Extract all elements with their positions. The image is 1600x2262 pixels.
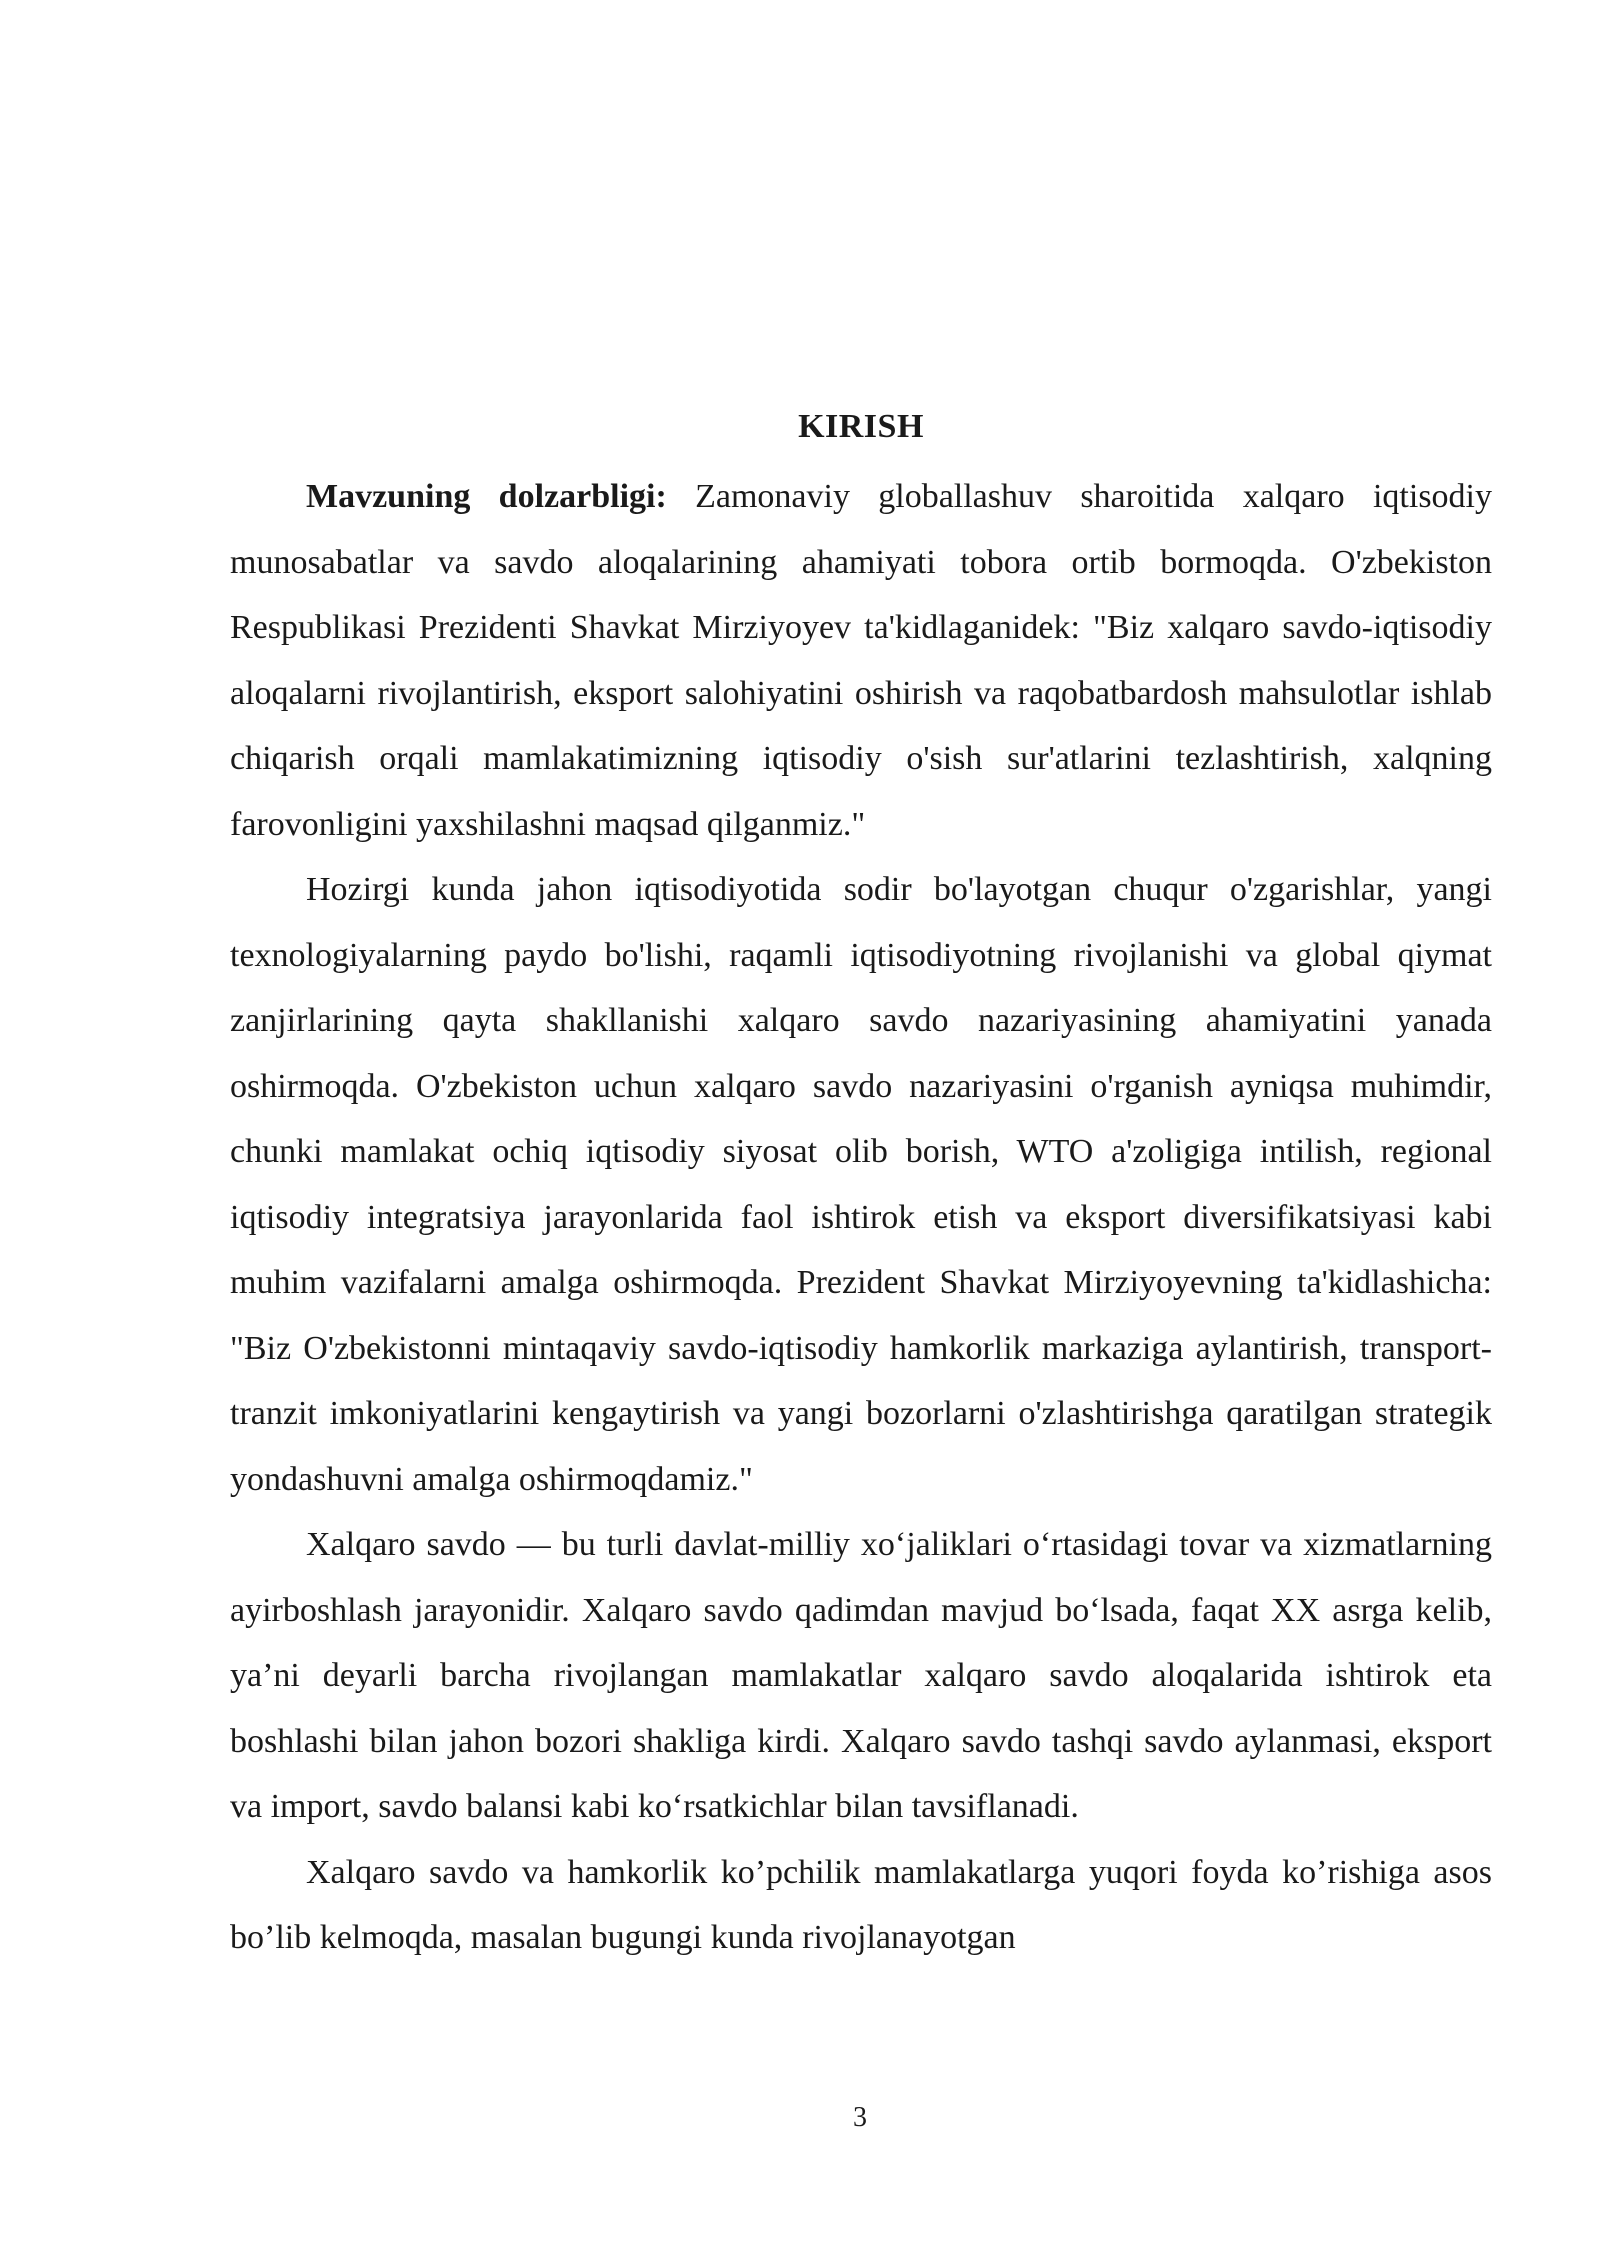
document-page bbox=[230, 400, 1492, 1971]
paragraph-text: Zamonaviy globallashuv sharoitida xalqaro iqtisodiy munosabatlar va savdo aloqalarining ahamiyati tobora ortib bormoqda. O'zbekiston Respublikasi Prezidenti Shavkat Mirziyoyev ta'kidlaganidek: "Biz xalqaro savdo-iqtisodiy aloqalarni rivojlantirish, eksport salohiyatini oshirish va raqobatbardosh mahsulotlar ishlab chiqarish orqali mamlakatimizning iqtisodiy o'sish sur'atlarini tezlashtirish, xalqning farovonligini yaxshilashni maqsad qilganmiz." bbox=[230, 478, 1492, 843]
section-heading: KIRISH bbox=[798, 408, 924, 445]
paragraph-changes: Hozirgi kunda jahon iqtisodiyotida sodir bo'layotgan chuqur o'zgarishlar, yangi texnologiyalarning paydo bo'lishi, raqamli iqtisodiyotning rivojlanishi va global qiymat zanjirlarining qayta shakllanishi xalqaro savdo nazariyasining ahamiyatini yanada oshirmoqda. O'zbekiston uchun xalqaro savdo nazariyasini o'rganish ayniqsa muhimdir, chunki mamlakat ochiq iqtisodiy siyosat olib borish, WTO a'zoligiga intilish, regional iqtisodiy integratsiya jarayonlarida faol ishtirok etish va eksport diversifikatsiyasi kabi muhim vazifalarni amalga oshirmoqda. Prezident Shavkat Mirziyoyevning ta'kidlashicha: "Biz O'zbekistonni mintaqaviy savdo-iqtisodiy hamkorlik markaziga aylantirish, transport-tranzit imkoniyatlarini kengaytirish va yangi bozorlarni o'zlashtirishga qaratilgan strategik yondashuvni amalga oshirmoqdamiz." bbox=[230, 871, 1492, 1498]
paragraph-cooperation: Xalqaro savdo va hamkorlik ko’pchilik mamlakatlarga yuqori foyda ko’rishiga asos bo’lib kelmoqda, masalan bugungi kunda rivojlanayotgan bbox=[230, 1853, 1492, 1956]
paragraph-lead: Mavzuning dolzarbligi: bbox=[306, 478, 667, 515]
paragraph-relevance bbox=[230, 464, 1492, 857]
page-number: 3 bbox=[853, 2102, 867, 2133]
paragraph-trade-definition: Xalqaro savdo — bu turli davlat-milliy xo‘jaliklari o‘rtasidagi tovar va xizmatlarning ayirboshlash jarayonidir. Xalqaro savdo qadimdan mavjud bo‘lsada, faqat XX asrga kelib, ya’ni deyarli barcha rivojlangan mamlakatlar xalqaro savdo aloqalarida ishtirok eta boshlashi bilan jahon bozori shakliga kirdi. Xalqaro savdo tashqi savdo aylanmasi, eksport va import, savdo balansi kabi ko‘rsatkichlar bilan tavsiflanadi. bbox=[230, 1526, 1492, 1825]
